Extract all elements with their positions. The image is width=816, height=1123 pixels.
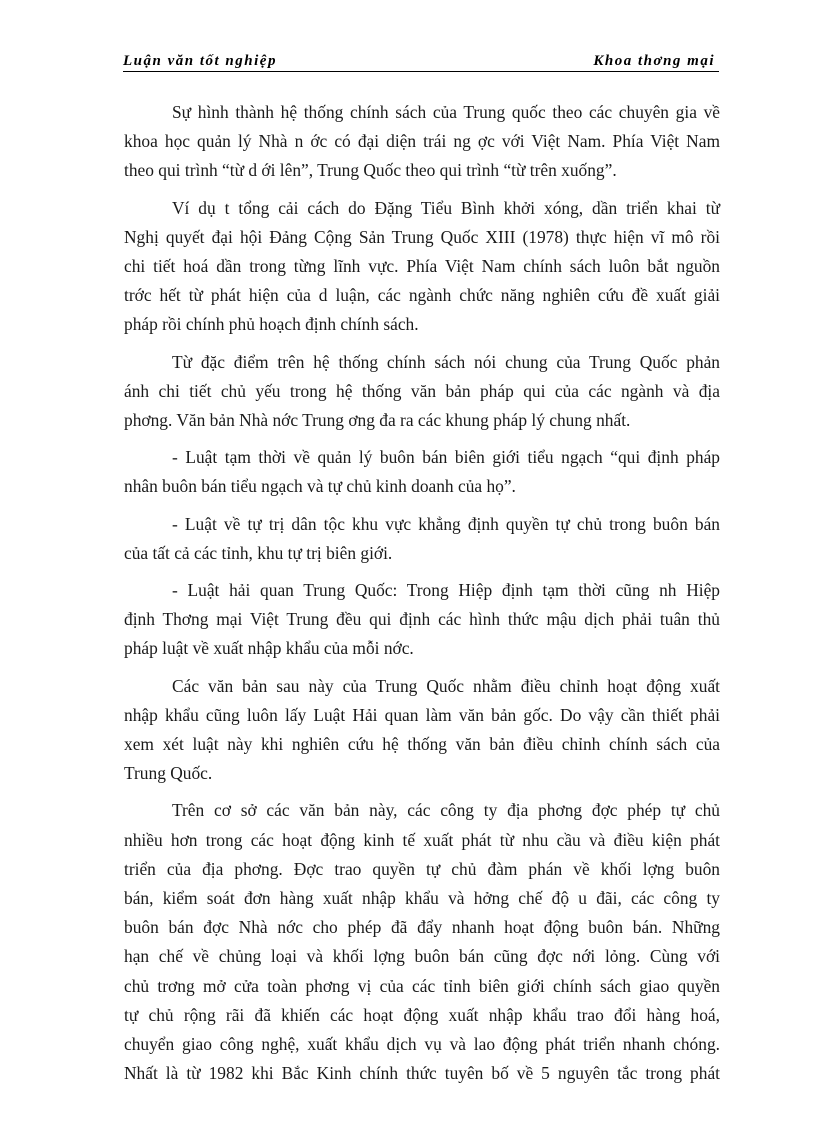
text-line: bán, kiểm soát đơn hàng xuất nhập khẩu và hởng chế độ u đãi, các công ty (124, 888, 720, 909)
paragraph (124, 98, 720, 186)
text-line: của tất cả các tỉnh, khu tự trị biên giới. (124, 542, 393, 563)
text-line: Từ đặc điểm trên hệ thống chính sách nói chung của Trung Quốc phản (172, 351, 720, 372)
text-line: Ví dụ t tổng cải cách do Đặng Tiểu Bình khởi xóng, dần triển khai từ (172, 197, 720, 218)
text-line: Nhất là từ 1982 khi Bắc Kinh chính thức tuyên bố về 5 nguyên tắc trong phát (124, 1063, 720, 1084)
text-line: Nghị quyết đại hội Đảng Cộng Sản Trung Quốc XIII (1978) thực hiện vĩ mô rồi (124, 226, 720, 247)
text-line: khoa học quản lý Nhà n ớc có đại diện trái ng ợc với Việt Nam. Phía Việt Nam (124, 131, 720, 152)
paragraph (124, 194, 720, 340)
text-line: Sự hình thành hệ thống chính sách của Trung quốc theo các chuyên gia về (172, 102, 720, 122)
paragraph (124, 796, 720, 1088)
paragraph (124, 443, 720, 501)
text-line: nhân buôn bán tiểu ngạch và tự chủ kinh doanh của họ”. (124, 476, 516, 497)
text-line: nhập khẩu cũng luôn lấy Luật Hải quan làm văn bản gốc. Do vậy cần thiết phải (124, 704, 720, 725)
text-line: buôn bán đợc Nhà nớc cho phép đã đẩy nhanh hoạt động buôn bán. Những (124, 917, 720, 938)
text-line: ánh chi tiết chủ yếu trong hệ thống văn bản pháp qui của các ngành và địa (124, 380, 720, 401)
document-body (124, 98, 720, 1097)
text-line: tự chủ rộng rãi đã khiến các hoạt động xuất nhập khẩu trao đổi hàng hoá, (124, 1004, 720, 1025)
text-line: chi tiết hoá dần trong từng lĩnh vực. Phía Việt Nam chính sách luôn bắt nguồn (124, 256, 720, 277)
text-line: chủ trơng mở cửa toàn phơng vị của các tỉnh biên giới chính sách giao quyền (124, 975, 720, 996)
header-thesis-title: Luận văn tốt nghiệp (123, 53, 277, 69)
text-line: - Luật tạm thời về quản lý buôn bán biên giới tiểu ngạch “qui định pháp (172, 447, 720, 468)
text-line: - Luật về tự trị dân tộc khu vực khẳng định quyền tự chủ trong buôn bán (172, 513, 720, 534)
text-line: chuyển giao công nghệ, xuất khẩu dịch vụ và lao động phát triển nhanh chóng. (124, 1034, 720, 1055)
text-line: trớc hết từ phát hiện của d luận, các ngành chức năng nghiên cứu đề xuất giải (124, 285, 720, 306)
paragraph (124, 348, 720, 436)
text-line: Các văn bản sau này của Trung Quốc nhằm điều chỉnh hoạt động xuất (172, 675, 720, 696)
text-line: - Luật hải quan Trung Quốc: Trong Hiệp định tạm thời cũng nh Hiệp (172, 580, 720, 601)
text-line: triển của địa phơng. Đợc trao quyền tự chủ đàm phán về khối lợng buôn (124, 858, 720, 879)
running-header (123, 51, 719, 72)
paragraph (124, 576, 720, 664)
text-line: Trên cơ sở các văn bản này, các công ty địa phơng đợc phép tự chủ (172, 800, 720, 821)
text-line: Trung Quốc. (124, 763, 213, 784)
paragraph (124, 510, 720, 568)
paragraph (124, 672, 720, 789)
text-line: định Thơng mại Việt Trung đều qui định các hình thức mậu dịch phải tuân thủ (124, 609, 720, 630)
text-line: theo qui trình “từ d ới lên”, Trung Quốc theo qui trình “từ trên xuống”. (124, 160, 617, 181)
header-faculty-name: Khoa thơng mại (593, 53, 715, 69)
text-line: nhiều hơn trong các hoạt động kinh tế xuất phát từ nhu cầu và điều kiện phát (124, 829, 720, 850)
text-line: pháp luật về xuất nhập khẩu của mỗi nớc. (124, 638, 414, 659)
text-line: xem xét luật này khi nghiên cứu hệ thống văn bản điều chỉnh chính sách của (124, 734, 720, 755)
text-line: pháp rồi chính phủ hoạch định chính sách. (124, 314, 419, 335)
text-line: phơng. Văn bản Nhà nớc Trung ơng đa ra các khung pháp lý chung nhất. (124, 410, 631, 431)
text-line: hạn chế về chủng loại và khối lợng buôn bán cũng đợc nới lỏng. Cùng với (124, 946, 720, 967)
